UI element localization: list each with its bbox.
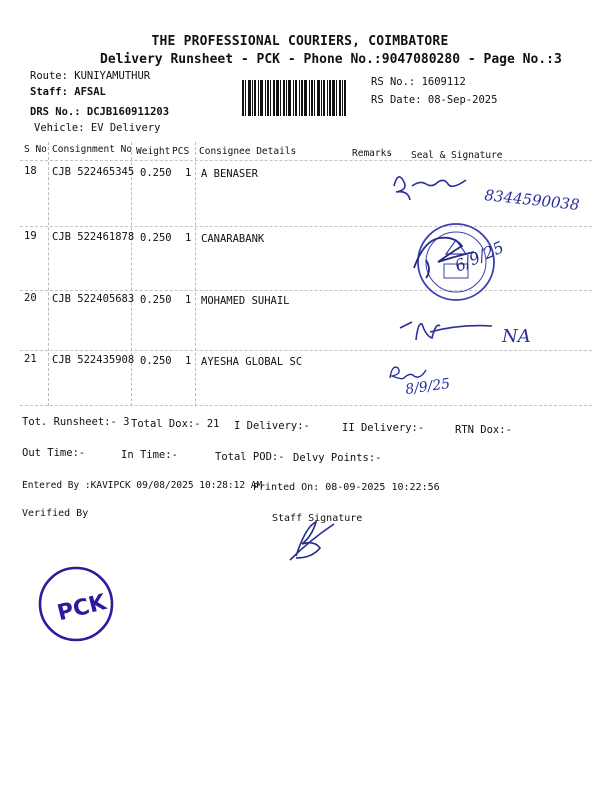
phone-handwritten: 8344590038: [483, 186, 581, 214]
date-row21: 8/9/25: [404, 375, 452, 398]
col-pcs: PCS: [172, 146, 190, 157]
delvy-points: Delvy Points:-: [293, 452, 382, 464]
row-consignee: CANARABANK: [201, 233, 265, 245]
drs-number: DRS No.: DCJB160911203: [30, 106, 170, 118]
col-consignment: Consignment No: [52, 144, 133, 155]
row-consignee: MOHAMED SUHAIL: [201, 295, 290, 307]
date-row19: 6/9/25: [451, 237, 507, 276]
ii-delivery: II Delivery:-: [342, 422, 425, 434]
col-seal-signature: Seal & Signature: [411, 150, 503, 161]
total-pod: Total POD:-: [215, 451, 285, 463]
row-weight: 0.250: [140, 167, 172, 179]
row-consignment: CJB 522465345: [52, 166, 135, 178]
row-consignment: CJB 522405683: [52, 293, 135, 305]
i-delivery: I Delivery:-: [234, 420, 310, 432]
signature-row18: [394, 177, 466, 200]
row-consignment: CJB 522461878: [52, 231, 135, 243]
pck-stamp: [40, 568, 112, 640]
rtn-dox: RTN Dox:-: [455, 424, 512, 436]
in-time: In Time:-: [121, 449, 178, 461]
staff-signature-label: Staff Signature: [272, 513, 363, 524]
entered-by: Entered By :KAVIPCK 09/08/2025 10:28:12 AM: [22, 480, 263, 491]
svg-text:PCK: PCK: [54, 590, 109, 627]
row-consignment: CJB 522435908: [52, 354, 135, 366]
row-consignee: A BENASER: [201, 168, 258, 180]
rs-number: RS No.: 1609112: [371, 76, 466, 88]
row-sno: 21: [24, 353, 37, 365]
row-weight: 0.250: [140, 232, 172, 244]
company-title: THE PROFESSIONAL COURIERS, COIMBATORE: [151, 34, 449, 49]
rs-date: RS Date: 08-Sep-2025: [371, 94, 498, 106]
row-pcs: 1: [185, 232, 192, 244]
printed-on: Printed On: 08-09-2025 10:22:56: [253, 482, 440, 493]
row-pcs: 1: [185, 355, 192, 367]
row-pcs: 1: [185, 167, 192, 179]
row-sno: 20: [24, 292, 37, 304]
col-remarks: Remarks: [352, 148, 393, 159]
tot-runsheet: Tot. Runsheet:- 3: [22, 416, 130, 428]
verified-by: Verified By: [22, 508, 89, 519]
runsheet-subtitle: Delivery Runsheet - PCK - Phone No.:9047080280 - Page No.:3: [100, 52, 562, 67]
scribble-row20: [400, 322, 492, 340]
col-sno: S No: [24, 144, 47, 155]
row-weight: 0.250: [140, 355, 172, 367]
route-label: Route: KUNIYAMUTHUR: [30, 70, 151, 82]
signature-row21: [390, 367, 426, 379]
row-consignee: AYESHA GLOBAL SC: [201, 356, 303, 368]
staff-label: Staff: AFSAL: [30, 86, 106, 98]
row-sno: 18: [24, 165, 37, 177]
row-sno: 19: [24, 230, 37, 242]
row-weight: 0.250: [140, 294, 172, 306]
note-row20: NA: [502, 326, 531, 347]
row-pcs: 1: [185, 294, 192, 306]
vehicle-label: Vehicle: EV Delivery: [34, 122, 161, 134]
total-dox: Total Dox:- 21: [131, 418, 220, 430]
staff-signature-scribble: [290, 522, 334, 560]
col-consignee: Consignee Details: [199, 146, 297, 157]
col-weight: Weight: [136, 146, 171, 157]
out-time: Out Time:-: [22, 447, 86, 459]
